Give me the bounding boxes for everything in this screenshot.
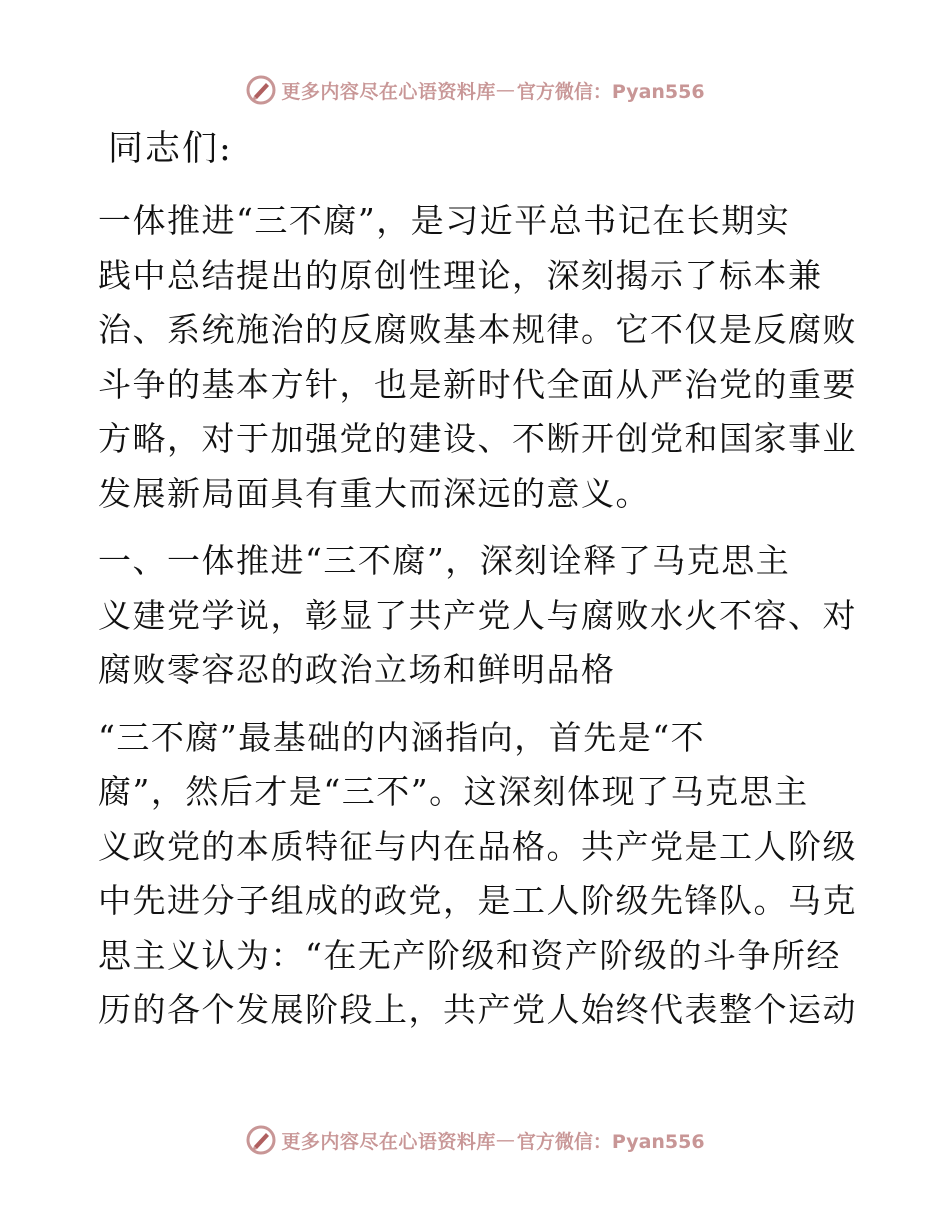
pen-logo-icon: [245, 74, 277, 106]
watermark-separator: —: [495, 1129, 515, 1151]
text-line: 方略，对于加强党的建设、不断开创党和国家事业: [98, 419, 857, 458]
text-line: 腐”，然后才是“三不”。这深刻体现了马克思主: [98, 772, 809, 811]
section-heading-1: [98, 534, 857, 698]
document-body: [98, 124, 857, 1051]
text-line: 治、系统施治的反腐败基本规律。它不仅是反腐败: [98, 310, 857, 349]
paragraph-1: [98, 194, 857, 521]
watermark-wechat: 官方微信：Pyan556: [516, 80, 705, 103]
text-line: 发展新局面具有重大而深远的意义。: [98, 473, 650, 513]
text-line: 历的各个发展阶段上，共产党人始终代表整个运动: [98, 990, 857, 1029]
text-line: 践中总结提出的原创性理论，深刻揭示了标本兼: [98, 255, 823, 295]
watermark-text: 更多内容尽在心语资料库: [281, 80, 496, 103]
greeting: 同志们:: [108, 129, 233, 169]
text-line: 一、一体推进“三不腐”，深刻诠释了马克思主: [98, 541, 791, 580]
watermark-text: 更多内容尽在心语资料库: [281, 1130, 496, 1153]
text-line: “三不腐”最基础的内涵指向，首先是“不: [98, 717, 706, 757]
text-line: 中先进分子组成的政党，是工人阶级先锋队。马克: [98, 881, 857, 920]
text-line: 腐败零容忍的政治立场和鲜明品格: [98, 650, 616, 689]
footer-watermark: [0, 1120, 950, 1160]
watermark-wechat: 官方微信：Pyan556: [516, 1130, 705, 1153]
paragraph-2: [98, 711, 857, 1038]
text-line: 义建党学说，彰显了共产党人与腐败水火不容、对: [98, 595, 857, 635]
text-line: 斗争的基本方针，也是新时代全面从严治党的重要: [98, 364, 857, 404]
header-watermark: [0, 70, 950, 110]
text-line: 一体推进“三不腐”，是习近平总书记在长期实: [98, 201, 791, 240]
text-line: 义政党的本质特征与内在品格。共产党是工人阶级: [98, 826, 857, 866]
watermark-separator: —: [495, 79, 515, 101]
text-line: 思主义认为：“在无产阶级和资产阶级的斗争所经: [98, 935, 841, 975]
pen-logo-icon: [245, 1124, 277, 1156]
